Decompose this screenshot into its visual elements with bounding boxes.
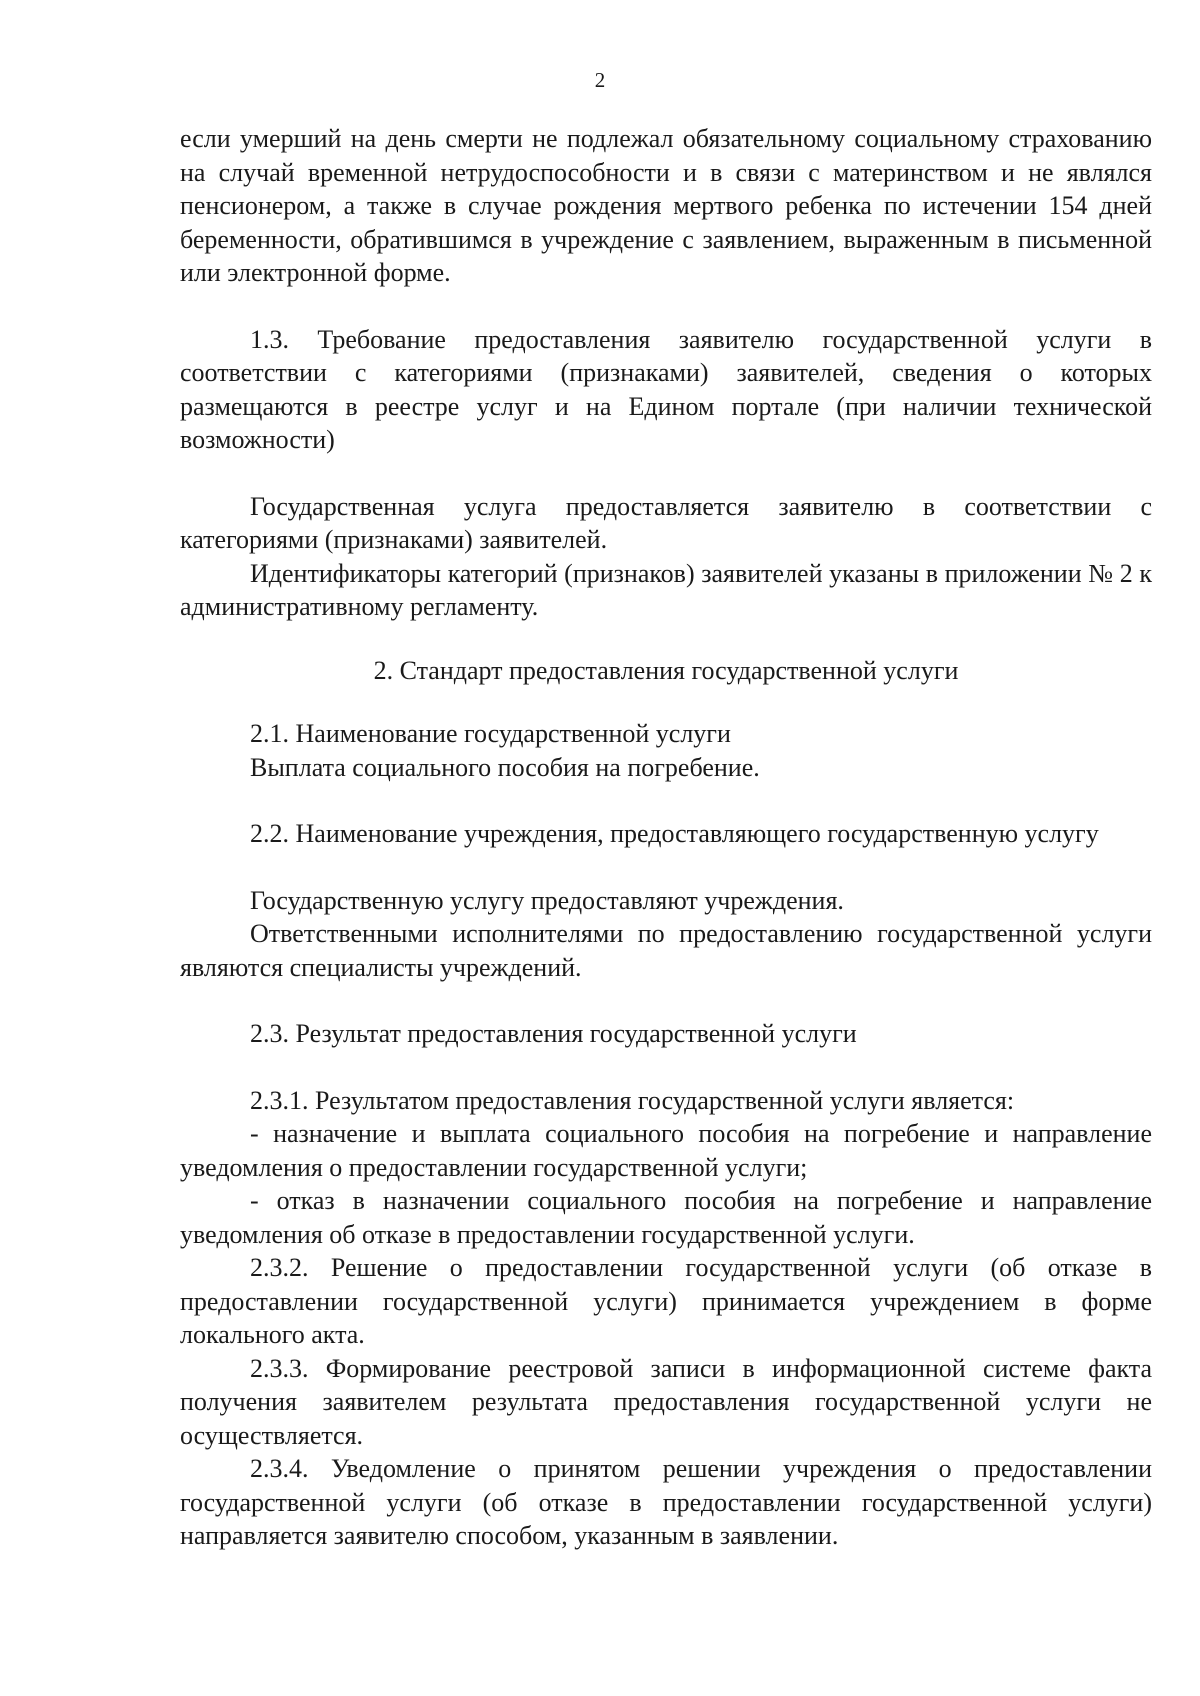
paragraph-identifiers: Идентификаторы категорий (признаков) заявителей указаны в приложении № 2 к административному регламенту.	[180, 558, 1152, 621]
list-item-payment: - назначение и выплата социального пособия на погребение и направление уведомления о предоставлении государственной услуги;	[180, 1119, 1152, 1182]
paragraph-service-name: Выплата социального пособия на погребение.	[250, 752, 760, 782]
paragraph-2-3-3: 2.3.3. Формирование реестровой записи в информационной системе факта получения заявителем результата предоставления государственной услуги не осуществляется.	[180, 1353, 1152, 1450]
paragraph-service-provided: Государственная услуга предоставляется заявителю в соответствии с категориями (признаками) заявителей.	[180, 491, 1152, 554]
paragraph-continuation: если умерший на день смерти не подлежал обязательному социальному страхованию на случай временной нетрудоспособности и в связи с материнством и не являлся пенсионером, а также в случае рождения мертвого ребенка по истечении 154 дней беременности, обратившимся в учреждение с заявлением, выраженным в письменной или электронной форме.	[180, 124, 1152, 287]
paragraph-2-3-4: 2.3.4. Уведомление о принятом решении учреждения о предоставлении государственной услуги (об отказе в предоставлении государственной услуги) направляется заявителю способом, указанным в заявлении.	[180, 1454, 1152, 1550]
paragraph-2-3-2: 2.3.2. Решение о предоставлении государственной услуги (об отказе в предоставлении государственной услуги) принимается учреждением в форме локального акта.	[180, 1253, 1152, 1349]
page-number: 2	[594, 68, 606, 92]
paragraph-2-1: 2.1. Наименование государственной услуги	[250, 719, 731, 748]
paragraph-2-2: 2.2. Наименование учреждения, предоставляющего государственную услугу	[250, 819, 1099, 848]
section-2-heading: 2. Стандарт предоставления государственной услуги	[373, 655, 959, 685]
paragraph-responsible: Ответственными исполнителями по предоставлению государственной услуги являются специалисты учреждений.	[180, 919, 1152, 982]
paragraph-2-3-1: 2.3.1. Результатом предоставления государственной услуги является:	[250, 1085, 1015, 1115]
paragraph-1-3: 1.3. Требование предоставления заявителю государственной услуги в соответствии с категориями (признаками) заявителей, сведения о которых размещаются в реестре услуг и на Едином портале (при наличии технической возможности)	[180, 324, 1152, 454]
document-body	[180, 122, 1152, 1553]
paragraph-2-3: 2.3. Результат предоставления государственной услуги	[250, 1019, 857, 1048]
list-item-refusal: - отказ в назначении социального пособия на погребение и направление уведомления об отказе в предоставлении государственной услуги.	[180, 1186, 1152, 1249]
paragraph-institutions: Государственную услугу предоставляют учреждения.	[250, 885, 844, 915]
